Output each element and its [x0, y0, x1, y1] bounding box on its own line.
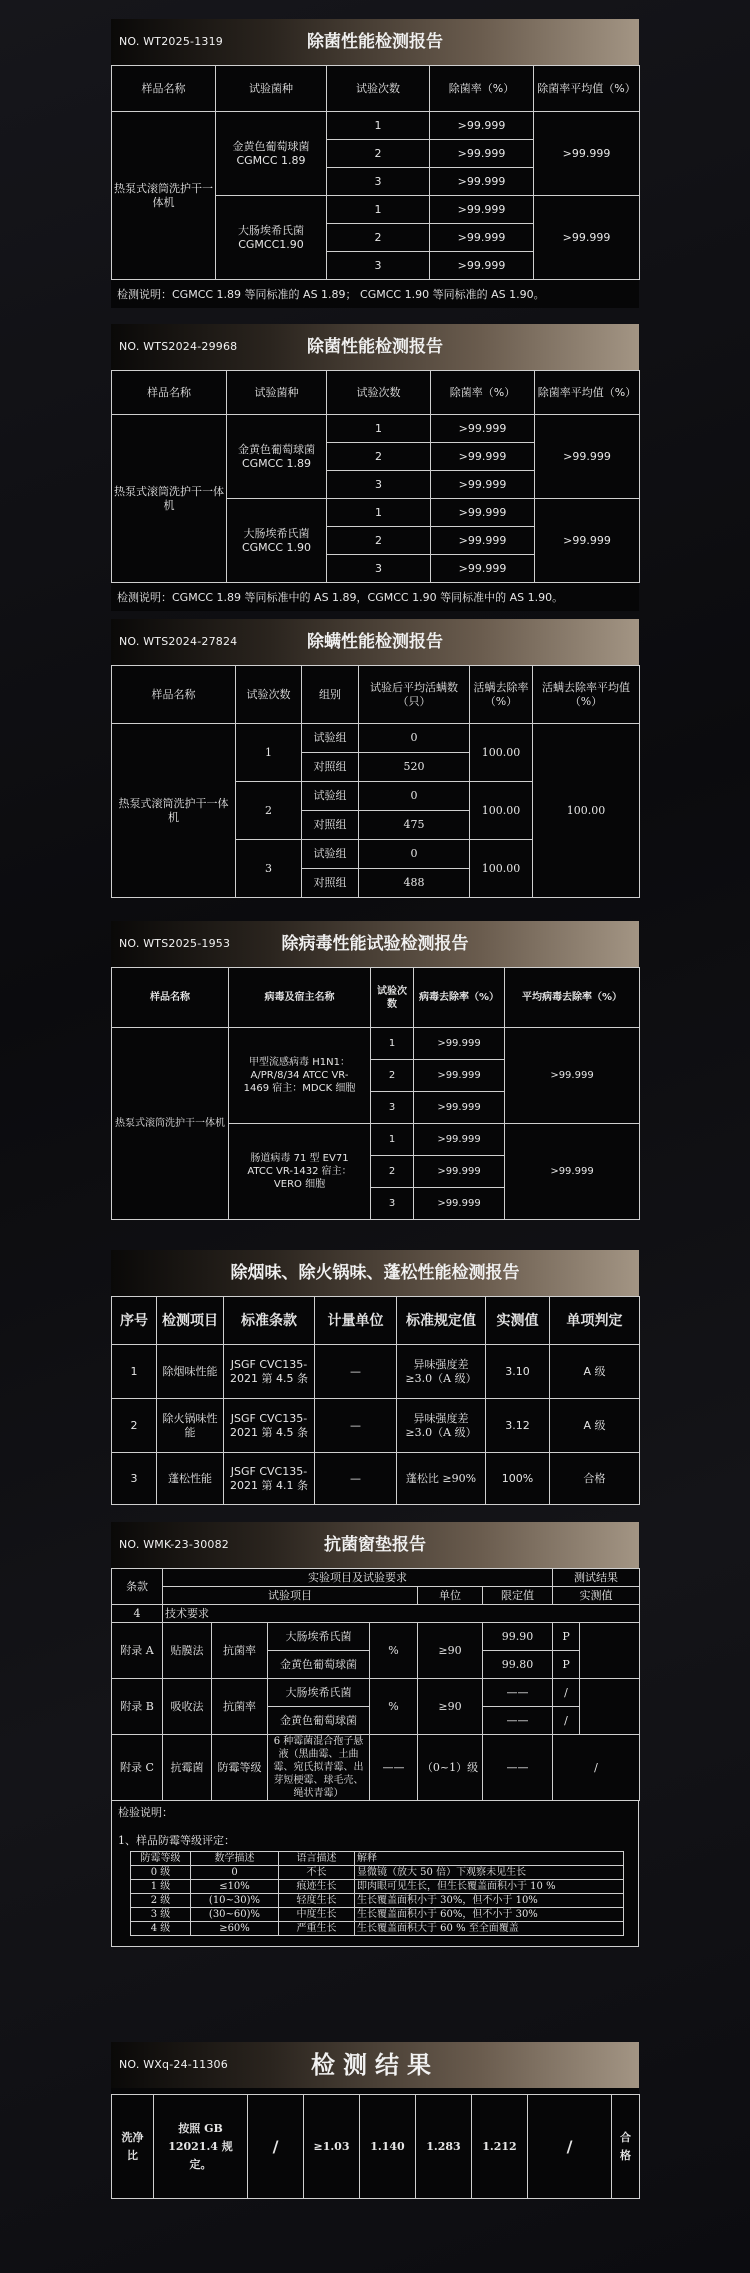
strain-name: 金黄色葡萄球菌: [268, 1707, 370, 1735]
removal-rate: >99.999: [430, 112, 534, 140]
measured-value: 3.10: [486, 1345, 550, 1399]
note-title: 检验说明：: [118, 1806, 173, 1819]
mold-grade-table: [130, 1851, 624, 1936]
judgement: 合格: [550, 1453, 640, 1505]
trial-number: 1: [327, 112, 430, 140]
group-label: 试验组: [302, 724, 359, 753]
judgement: P: [553, 1651, 580, 1679]
col-header: 病毒及宿主名称: [229, 968, 371, 1028]
removal-rate: >99.999: [430, 140, 534, 168]
report-header: [111, 619, 639, 665]
removal-rate: >99.999: [414, 1060, 505, 1092]
col-header: 序号: [112, 1297, 157, 1345]
removal-rate: >99.999: [414, 1124, 505, 1156]
col-header-clause: 条款: [112, 1569, 163, 1605]
mold-grade-notes: [111, 1801, 639, 1947]
strain-name: 金黄色葡萄球菌 CGMCC 1.89: [216, 112, 327, 196]
trial-number: 2: [371, 1060, 414, 1092]
test-item: 抗菌率: [212, 1623, 268, 1679]
trial-number: 2: [327, 443, 431, 471]
grade: 3 级: [131, 1908, 191, 1922]
report-number: NO. WMK-23-30082: [119, 1538, 229, 1551]
value-cell: 1.283: [416, 2095, 472, 2199]
trial-number: 2: [371, 1156, 414, 1188]
row-index: 3: [112, 1453, 157, 1505]
trial-number: 3: [327, 252, 430, 280]
col-header: 实测值: [486, 1297, 550, 1345]
measured-value: 100%: [486, 1453, 550, 1505]
removal-rate: >99.999: [431, 471, 535, 499]
col-header: 平均病毒去除率（%）: [505, 968, 640, 1028]
report-title: 除菌性能检测报告: [307, 32, 443, 52]
average-rate: >99.999: [534, 196, 640, 280]
col-header: 数学描述: [191, 1852, 279, 1866]
removal-rate: >99.999: [431, 555, 535, 583]
math-desc: ≤10%: [191, 1880, 279, 1894]
col-header: 样品名称: [112, 66, 216, 112]
report-number: NO. WT2025-1319: [119, 35, 223, 48]
report-title: 除菌性能检测报告: [307, 337, 443, 357]
explanation: 即肉眼可见生长，但生长覆盖面积小于 10 %: [355, 1880, 624, 1894]
col-header: 试验次数: [236, 666, 302, 724]
col-header: 试验次数: [327, 66, 430, 112]
antibacterial-table: [111, 370, 640, 583]
explanation: 生长覆盖面积小于 30%，但不小于 10%: [355, 1894, 624, 1908]
mite-count: 475: [359, 811, 470, 840]
anti-mite-table: [111, 665, 640, 898]
col-header: 样品名称: [112, 666, 236, 724]
report-title: 除病毒性能试验检测报告: [281, 934, 469, 954]
measured-value: ——: [483, 1735, 553, 1801]
wash-result-table: [111, 2094, 640, 2199]
row-index: 1: [112, 1345, 157, 1399]
mite-count: 0: [359, 724, 470, 753]
measured-value: 99.90: [483, 1623, 553, 1651]
report-antiviral: [111, 921, 639, 1220]
report-note: 检测说明：CGMCC 1.89 等同标准的 AS 1.89； CGMCC 1.90 等同标准的 AS 1.90。: [111, 280, 639, 308]
col-header-result: 测试结果: [553, 1569, 640, 1587]
trial-number: 2: [236, 782, 302, 840]
report-number: NO. WTS2025-1953: [119, 937, 231, 950]
mat-test-table: [111, 1568, 640, 1801]
trial-number: 1: [371, 1124, 414, 1156]
trial-number: 2: [327, 140, 430, 168]
report-title: 检测结果: [311, 2050, 439, 2079]
verbal-desc: 不长: [279, 1866, 355, 1880]
row-index: 2: [112, 1399, 157, 1453]
removal-rate: >99.999: [430, 168, 534, 196]
grade: 0 级: [131, 1866, 191, 1880]
average-rate: >99.999: [505, 1028, 640, 1124]
explanation: 生长覆盖面积大于 60 % 至全面覆盖: [355, 1922, 624, 1936]
report-header: [111, 324, 639, 370]
average-rate: >99.999: [534, 112, 640, 196]
col-header: 防霉等级: [131, 1852, 191, 1866]
col-header: 除菌率（%）: [431, 371, 535, 415]
limit-value: ≥90: [418, 1623, 483, 1679]
virus-name: 甲型流感病毒 H1N1：A/PR/8/34 ATCC VR-1469 宿主：MDCK 细胞: [229, 1028, 371, 1124]
test-item: 蓬松性能: [157, 1453, 224, 1505]
report-antibacterial-1: [111, 19, 639, 308]
report-number: NO. WXq-24-11306: [119, 2058, 228, 2071]
math-desc: 0: [191, 1866, 279, 1880]
report-title: 除烟味、除火锅味、蓬松性能检测报告: [230, 1263, 520, 1283]
math-desc: (10~30)%: [191, 1894, 279, 1908]
col-header: 组别: [302, 666, 359, 724]
removal-rate: >99.999: [431, 443, 535, 471]
unit: %: [370, 1623, 418, 1679]
removal-rate: >99.999: [431, 499, 535, 527]
mite-count: 0: [359, 840, 470, 869]
unit: —: [315, 1399, 397, 1453]
col-header: 标准条款: [224, 1297, 315, 1345]
strain-name: 大肠埃希氏菌 CGMCC 1.90: [227, 499, 327, 583]
removal-rate: >99.999: [414, 1156, 505, 1188]
judgement: P: [553, 1623, 580, 1651]
col-header: 样品名称: [112, 968, 229, 1028]
test-method: 吸收法: [163, 1679, 212, 1735]
sample-name: 热泵式滚筒洗护干一体机: [112, 1028, 229, 1220]
col-header-measured: 实测值: [553, 1587, 640, 1605]
removal-rate: >99.999: [430, 196, 534, 224]
col-header: 病毒去除率（%）: [414, 968, 505, 1028]
col-header: 试验菌种: [216, 66, 327, 112]
trial-number: 1: [327, 415, 431, 443]
report-title: 除螨性能检测报告: [307, 632, 443, 652]
sample-name: 热泵式滚筒洗护干一体机: [112, 415, 227, 583]
antiviral-table: [111, 967, 640, 1220]
trial-number: 3: [327, 168, 430, 196]
report-title: 抗菌窗垫报告: [324, 1535, 426, 1555]
report-number: NO. WTS2024-27824: [119, 635, 238, 648]
trial-number: 1: [327, 499, 431, 527]
section-number: 4: [112, 1605, 163, 1623]
verbal-desc: 痕迹生长: [279, 1880, 355, 1894]
antibacterial-table: [111, 65, 640, 280]
value-cell: 1.212: [472, 2095, 528, 2199]
trial-number: 2: [327, 224, 430, 252]
limit-value: （0~1）级: [418, 1735, 483, 1801]
report-wash-result: [111, 2042, 639, 2199]
judgement: /: [553, 1679, 580, 1707]
col-header: 试验菌种: [227, 371, 327, 415]
col-header-limit: 限定值: [483, 1587, 553, 1605]
judgement: /: [553, 1707, 580, 1735]
unit: %: [370, 1679, 418, 1735]
report-header: [111, 19, 639, 65]
explanation: 生长覆盖面积小于 60%，但不小于 30%: [355, 1908, 624, 1922]
appendix-label: 附录 A: [112, 1623, 163, 1679]
col-header: 单项判定: [550, 1297, 640, 1345]
removal-rate: >99.999: [414, 1092, 505, 1124]
col-header: 检测项目: [157, 1297, 224, 1345]
judgement-spacer: [580, 1679, 640, 1735]
report-antibacterial-2: [111, 324, 639, 611]
average-rate: 100.00: [533, 724, 640, 898]
report-header: [111, 1250, 639, 1296]
report-header: [111, 921, 639, 967]
removal-rate: >99.999: [414, 1028, 505, 1060]
value-cell: 1.140: [360, 2095, 416, 2199]
measured-value: ——: [483, 1707, 553, 1735]
col-header: 语言描述: [279, 1852, 355, 1866]
strain-name: 金黄色葡萄球菌: [268, 1651, 370, 1679]
judgement: A 级: [550, 1345, 640, 1399]
report-number: NO. WTS2024-29968: [119, 340, 238, 353]
verbal-desc: 中度生长: [279, 1908, 355, 1922]
standard-clause: JSGF CVC135-2021 第 4.1 条: [224, 1453, 315, 1505]
trial-number: 3: [371, 1188, 414, 1220]
trial-number: 3: [371, 1092, 414, 1124]
measured-value: ——: [483, 1679, 553, 1707]
limit-value: ≥90: [418, 1679, 483, 1735]
trial-number: 3: [327, 555, 431, 583]
col-header: 试验次数: [371, 968, 414, 1028]
col-header-item: 试验项目: [163, 1587, 418, 1605]
grade: 2 级: [131, 1894, 191, 1908]
removal-rate: >99.999: [430, 252, 534, 280]
report-odor-fluffiness: [111, 1250, 639, 1505]
removal-rate: >99.999: [430, 224, 534, 252]
col-header: 除菌率（%）: [430, 66, 534, 112]
removal-rate: >99.999: [431, 415, 535, 443]
value-cell: ≥1.03: [304, 2095, 360, 2199]
sample-name: 热泵式滚筒洗护干一体机: [112, 112, 216, 280]
appendix-label: 附录 B: [112, 1679, 163, 1735]
strain-name: 大肠埃希氏菌 CGMCC1.90: [216, 196, 327, 280]
test-method: 抗霉菌: [163, 1735, 212, 1801]
report-antibacterial-mat: [111, 1522, 639, 1947]
col-header: 试验次数: [327, 371, 431, 415]
mite-count: 488: [359, 869, 470, 898]
strain-name: 大肠埃希氏菌: [268, 1679, 370, 1707]
section-title: 技术要求: [163, 1605, 640, 1623]
trial-number: 1: [236, 724, 302, 782]
col-header: 除菌率平均值（%）: [535, 371, 640, 415]
unit: —: [315, 1345, 397, 1399]
removal-rate: 100.00: [470, 840, 533, 898]
strain-name: 金黄色葡萄球菌 CGMCC 1.89: [227, 415, 327, 499]
standard-value: 蓬松比 ≥90%: [397, 1453, 486, 1505]
col-header: 计量单位: [315, 1297, 397, 1345]
math-desc: (30~60)%: [191, 1908, 279, 1922]
verbal-desc: 轻度生长: [279, 1894, 355, 1908]
removal-rate: 100.00: [470, 724, 533, 782]
standard-clause: JSGF CVC135-2021 第 4.5 条: [224, 1399, 315, 1453]
trial-number: 3: [236, 840, 302, 898]
test-item: 防霉等级: [212, 1735, 268, 1801]
explanation: 显微镜（放大 50 倍）下观察未见生长: [355, 1866, 624, 1880]
report-anti-mite: [111, 619, 639, 898]
group-label: 对照组: [302, 811, 359, 840]
standard-value: 异味强度差 ≥3.0（A 级）: [397, 1345, 486, 1399]
test-item: 除火锅味性能: [157, 1399, 224, 1453]
average-rate: >99.999: [505, 1124, 640, 1220]
sample-name: 热泵式滚筒洗护干一体机: [112, 724, 236, 898]
verbal-desc: 严重生长: [279, 1922, 355, 1936]
col-header: 试验后平均活螨数（只）: [359, 666, 470, 724]
math-desc: ≥60%: [191, 1922, 279, 1936]
measured-value: 3.12: [486, 1399, 550, 1453]
judgement-spacer: [580, 1623, 640, 1679]
report-header: [111, 2042, 639, 2088]
col-header: 解释: [355, 1852, 624, 1866]
trial-number: 2: [327, 527, 431, 555]
value-cell: /: [528, 2095, 612, 2199]
removal-rate: >99.999: [414, 1188, 505, 1220]
report-note: 检测说明：CGMCC 1.89 等同标准中的 AS 1.89，CGMCC 1.90 等同标准中的 AS 1.90。: [111, 583, 639, 611]
group-label: 试验组: [302, 782, 359, 811]
standard-clause: JSGF CVC135-2021 第 4.5 条: [224, 1345, 315, 1399]
col-header: 活螨去除率平均值（%）: [533, 666, 640, 724]
judgement: 合格: [612, 2095, 640, 2199]
judgement: A 级: [550, 1399, 640, 1453]
removal-rate: >99.999: [431, 527, 535, 555]
virus-name: 肠道病毒 71 型 EV71 ATCC VR-1432 宿主：VERO 细胞: [229, 1124, 371, 1220]
average-rate: >99.999: [535, 499, 640, 583]
grade: 4 级: [131, 1922, 191, 1936]
group-label: 对照组: [302, 753, 359, 782]
judgement: /: [553, 1735, 640, 1801]
odor-table: [111, 1296, 640, 1505]
unit: ——: [370, 1735, 418, 1801]
test-item: 抗菌率: [212, 1679, 268, 1735]
item-name: 洗净比: [112, 2095, 154, 2199]
trial-number: 1: [327, 196, 430, 224]
unit: —: [315, 1453, 397, 1505]
col-header-unit: 单位: [418, 1587, 483, 1605]
test-method: 贴膜法: [163, 1623, 212, 1679]
strain-name: 大肠埃希氏菌: [268, 1623, 370, 1651]
col-header-requirements: 实验项目及试验要求: [163, 1569, 553, 1587]
group-label: 试验组: [302, 840, 359, 869]
measured-value: 99.80: [483, 1651, 553, 1679]
col-header: 样品名称: [112, 371, 227, 415]
report-header: [111, 1522, 639, 1568]
note-subtitle: 1、样品防霉等级评定：: [118, 1834, 235, 1847]
value-cell: /: [248, 2095, 304, 2199]
col-header: 标准规定值: [397, 1297, 486, 1345]
standard: 按照 GB 12021.4 规定。: [154, 2095, 248, 2199]
appendix-label: 附录 C: [112, 1735, 163, 1801]
test-item: 除烟味性能: [157, 1345, 224, 1399]
col-header: 活螨去除率（%）: [470, 666, 533, 724]
mold-description: 6 种霉菌混合孢子悬液（黑曲霉、土曲霉、宛氏拟青霉、出芽短梗霉、球毛壳、绳状青霉）: [268, 1735, 370, 1801]
col-header: 除菌率平均值（%）: [534, 66, 640, 112]
standard-value: 异味强度差 ≥3.0（A 级）: [397, 1399, 486, 1453]
trial-number: 1: [371, 1028, 414, 1060]
mite-count: 520: [359, 753, 470, 782]
average-rate: >99.999: [535, 415, 640, 499]
grade: 1 级: [131, 1880, 191, 1894]
trial-number: 3: [327, 471, 431, 499]
mite-count: 0: [359, 782, 470, 811]
removal-rate: 100.00: [470, 782, 533, 840]
group-label: 对照组: [302, 869, 359, 898]
